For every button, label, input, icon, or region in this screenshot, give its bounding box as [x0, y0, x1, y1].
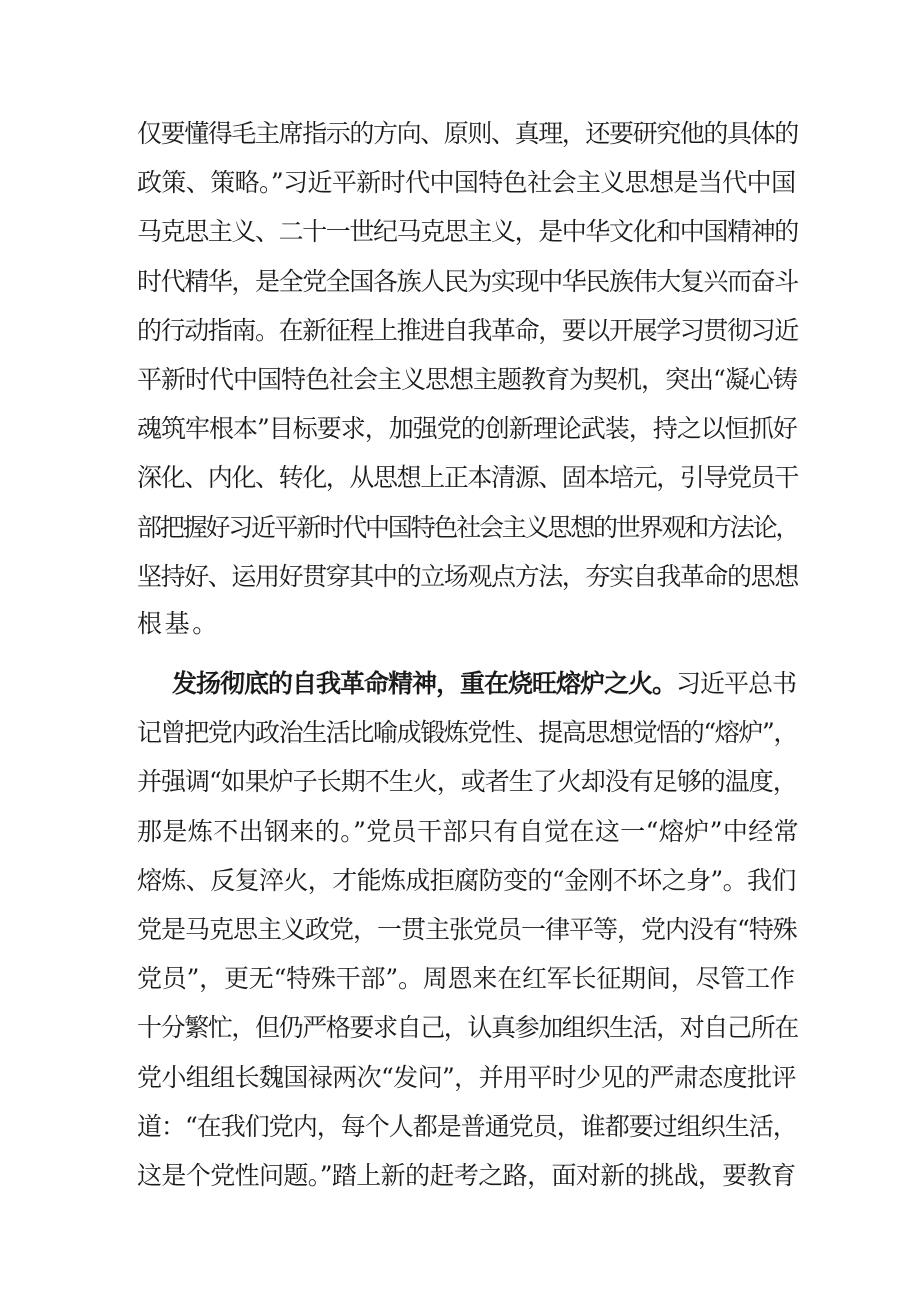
heading-continuation: 习近平总书 [676, 669, 797, 698]
text-line: 党是马克思主义政党，一贯主张党员一律平等，党内没有“特殊 [137, 915, 797, 944]
text-line [172, 664, 796, 704]
text-line: 并强调“如果炉子长期不生火，或者生了火却没有足够的温度， [137, 767, 797, 796]
text-line: 魂筑牢根本”目标要求，加强党的创新理论武装，持之以恒抓好 [137, 414, 797, 443]
paragraph-heading: 发扬彻底的自我革命精神，重在烧旺熔炉之火。 [172, 669, 677, 698]
text-line: 的行动指南。在新征程上推进自我革命，要以开展学习贯彻习近 [137, 316, 798, 345]
text-line: 平新时代中国特色社会主义思想主题教育为契机，突出“凝心铸 [137, 365, 797, 394]
text-line: 马克思主义、二十一世纪马克思主义，是中华文化和中国精神的 [137, 217, 798, 246]
text-line: 那是炼不出钢来的。”党员干部只有自觉在这一“熔炉”中经常 [137, 817, 800, 846]
text-line: 时代精华，是全党全国各族人民为实现中华民族伟大复兴而奋斗 [137, 267, 798, 296]
text-line: 记曾把党内政治生活比喻成锻炼党性、提高思想觉悟的“熔炉”， [137, 718, 797, 747]
text-line: 坚持好、运用好贯穿其中的立场观点方法，夯实自我革命的思想 [137, 562, 798, 591]
text-line: 熔炼、反复淬火，才能炼成拒腐防变的“金刚不坏之身”。我们 [137, 866, 796, 895]
text-line: 部把握好习近平新时代中国特色社会主义思想的世界观和方法论， [137, 513, 799, 542]
text-line: 深化、内化、转化，从思想上正本清源、固本培元，引导党员干 [137, 463, 798, 492]
text-line: 仅要懂得毛主席指示的方向、原则、真理，还要研究他的具体的 [137, 119, 798, 148]
text-line: 根基。 [137, 609, 220, 638]
text-line: 政策、策略。”习近平新时代中国特色社会主义思想是当代中国 [137, 168, 796, 197]
text-line: 道：“在我们党内，每个人都是普通党员，谁都要过组织生活， [137, 1112, 797, 1141]
text-line: 十分繁忙，但仍严格要求自己，认真参加组织生活，对自己所在 [137, 1013, 798, 1042]
text-line: 党员”，更无“特殊干部”。周恩来在红军长征期间，尽管工作 [137, 964, 795, 993]
text-line: 党小组组长魏国禄两次“发问”，并用平时少见的严肃态度批评 [137, 1063, 796, 1092]
text-line: 这是个党性问题。”踏上新的赶考之路，面对新的挑战，要教育 [137, 1161, 796, 1190]
